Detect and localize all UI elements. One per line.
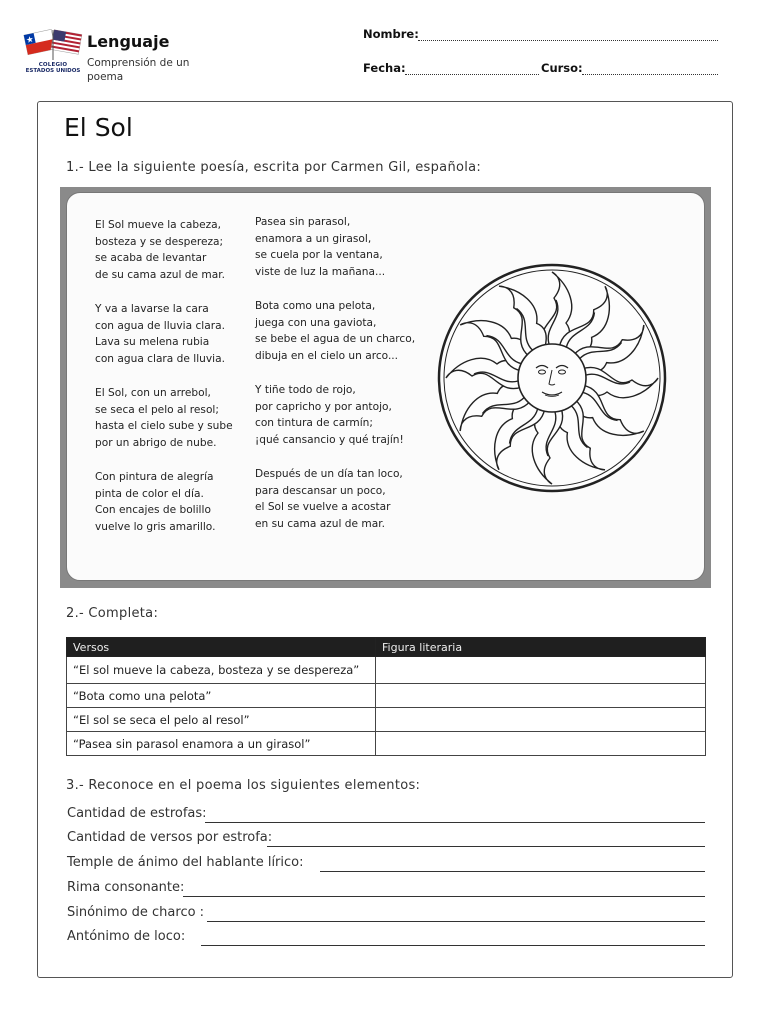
- question-2: 2.- Completa:: [66, 606, 159, 621]
- school-name-line2: ESTADOS UNIDOS: [25, 68, 81, 74]
- question-3: 3.- Reconoce en el poema los siguientes elementos:: [66, 778, 421, 793]
- question-1: 1.- Lee la siguiente poesía, escrita por Carmen Gil, española:: [66, 160, 482, 175]
- course-label: Curso:: [541, 61, 583, 75]
- verse-cell: “El sol mueve la cabeza, bosteza y se despereza”: [67, 657, 376, 684]
- element-label-estrofas: Cantidad de estrofas:: [67, 806, 207, 821]
- table-row: [67, 732, 706, 756]
- answer-line-estrofas[interactable]: [205, 822, 705, 823]
- page-title: El Sol: [64, 113, 133, 142]
- name-field[interactable]: [418, 40, 718, 41]
- subject-title: Lenguaje: [87, 32, 170, 51]
- poem-stanza: Pasea sin parasol, enamora a un girasol, se cuela por la ventana, viste de luz la mañana...: [255, 216, 386, 279]
- poem-stanza: El Sol mueve la cabeza, bosteza y se despereza; se acaba de levantar de su cama azul de mar.: [95, 219, 225, 282]
- literary-figures-table: [66, 637, 706, 756]
- poem-stanza: Y va a lavarse la cara con agua de lluvia clara. Lava su melena rubia con agua clara de lluvia.: [95, 303, 225, 366]
- element-label-sinonimo: Sinónimo de charco :: [67, 905, 205, 920]
- answer-line-antonimo[interactable]: [201, 945, 705, 946]
- date-field[interactable]: [405, 74, 539, 75]
- figure-answer-cell[interactable]: [376, 684, 706, 708]
- date-label: Fecha:: [363, 61, 406, 75]
- verse-cell: “Bota como una pelota”: [67, 684, 376, 708]
- element-label-antonimo: Antónimo de loco:: [67, 929, 186, 944]
- element-label-versos: Cantidad de versos por estrofa:: [67, 830, 273, 845]
- column-header-figura: Figura literaria: [376, 638, 706, 657]
- verse-cell: “Pasea sin parasol enamora a un girasol”: [67, 732, 376, 756]
- figure-answer-cell[interactable]: [376, 657, 706, 684]
- answer-line-temple[interactable]: [320, 871, 705, 872]
- poem-stanza: El Sol, con un arrebol, se seca el pelo al resol; hasta el cielo sube y sube por un abrigo de nube.: [95, 387, 233, 450]
- table-row: [67, 708, 706, 732]
- answer-line-versos[interactable]: [267, 846, 705, 847]
- worksheet-subtitle: Comprensión de un poema: [87, 57, 190, 83]
- poem-stanza: Con pintura de alegría pinta de color el día. Con encajes de bolillo vuelve lo gris amarillo.: [95, 471, 216, 534]
- column-header-versos: Versos: [67, 638, 376, 657]
- element-label-temple: Temple de ánimo del hablante lírico:: [67, 855, 304, 870]
- poem-stanza: Después de un día tan loco, para descansar un poco, el Sol se vuelve a acostar en su cama azul de mar.: [255, 468, 403, 531]
- element-label-rima: Rima consonante:: [67, 880, 185, 895]
- table-row: [67, 684, 706, 708]
- verse-cell: “El sol se seca el pelo al resol”: [67, 708, 376, 732]
- poem-stanza: Bota como una pelota, juega con una gaviota, se bebe el agua de un charco, dibuja en el cielo un arco...: [255, 300, 416, 363]
- name-label: Nombre:: [363, 27, 419, 41]
- figure-answer-cell[interactable]: [376, 708, 706, 732]
- table-row: [67, 657, 706, 684]
- school-name-line1: COLEGIO: [38, 62, 68, 68]
- figure-answer-cell[interactable]: [376, 732, 706, 756]
- poem-stanza: Y tiñe todo de rojo, por capricho y por antojo, con tintura de carmín; ¡qué cansancio y qué trajín!: [255, 384, 404, 447]
- answer-line-sinonimo[interactable]: [207, 921, 705, 922]
- course-field[interactable]: [582, 74, 718, 75]
- answer-line-rima[interactable]: [183, 896, 705, 897]
- sun-illustration: [436, 262, 668, 494]
